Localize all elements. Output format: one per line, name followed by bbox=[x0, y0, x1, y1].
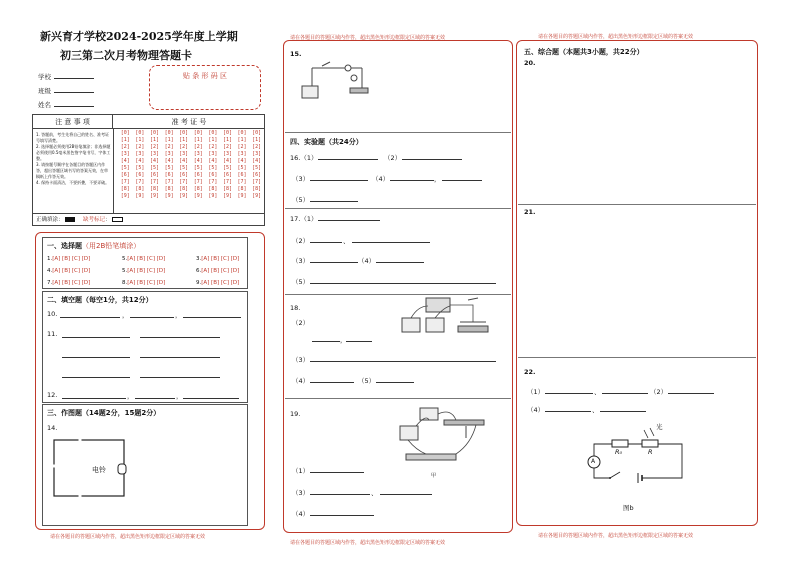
q10-sep2: ， bbox=[175, 311, 182, 319]
q17-part5: （5） bbox=[292, 278, 310, 286]
admission-digit-bubble[interactable]: [1] bbox=[208, 137, 218, 143]
admission-digit-bubble[interactable]: [4] bbox=[179, 158, 189, 164]
admission-digit-bubble[interactable]: [8] bbox=[149, 186, 159, 192]
q18-4-blank[interactable] bbox=[310, 382, 354, 383]
mcq-options[interactable]: [A] [B] [C] [D] bbox=[52, 268, 91, 274]
divider bbox=[285, 208, 511, 209]
admission-digit-bubble[interactable]: [7] bbox=[237, 179, 247, 185]
admission-digit-bubble[interactable]: [7] bbox=[164, 179, 174, 185]
field-school bbox=[38, 72, 51, 81]
mcq-options[interactable]: [A] [B] [C] [D] bbox=[201, 256, 240, 262]
section1-title-text: 一、选择题 bbox=[47, 242, 82, 250]
admission-digit-bubble[interactable]: [3] bbox=[120, 151, 130, 157]
exam-title-line1: 新兴育才学校2024-2025学年度上学期 bbox=[40, 30, 238, 43]
fill-example: 正确填涂： 缺考标记： bbox=[36, 215, 123, 223]
admission-digit-bubble[interactable]: [2] bbox=[179, 144, 189, 150]
q18-part4: （4） bbox=[292, 377, 310, 385]
q18-part5: （5） bbox=[358, 377, 376, 385]
q17-sep: 、 bbox=[343, 237, 350, 245]
section2-title: 二、填空题（每空1分，共12分） bbox=[47, 296, 153, 304]
mcq-options[interactable]: [A] [B] [C] [D] bbox=[201, 268, 240, 274]
q17-4-blank[interactable] bbox=[376, 262, 424, 263]
admission-digit-bubble[interactable]: [9] bbox=[252, 193, 262, 199]
q10-blank-1[interactable] bbox=[60, 317, 120, 318]
q19-3a-blank[interactable] bbox=[310, 494, 370, 495]
admission-digit-bubble[interactable]: [1] bbox=[179, 137, 189, 143]
q19-label: 19. bbox=[290, 410, 301, 418]
q22-sep2: 、 bbox=[592, 406, 599, 414]
q17-5-blank[interactable] bbox=[310, 283, 496, 284]
notice-rules bbox=[36, 132, 111, 186]
q19-sep: 、 bbox=[371, 489, 378, 497]
mcq-item[interactable] bbox=[122, 280, 165, 286]
q16-5-blank[interactable] bbox=[310, 201, 358, 202]
q22-circuit-diagram bbox=[582, 420, 692, 492]
q21-label: 21. bbox=[524, 208, 536, 216]
q10-sep: ， bbox=[122, 311, 129, 319]
q18-experiment-figure bbox=[398, 296, 498, 344]
barcode-area bbox=[149, 65, 261, 110]
admission-digit-bubble[interactable]: [1] bbox=[193, 137, 203, 143]
q20-label: 20. bbox=[524, 59, 536, 67]
admission-digit-bubble[interactable]: [0] bbox=[179, 130, 189, 136]
q12-blank-1[interactable] bbox=[62, 398, 126, 399]
admission-digit-bubble[interactable]: [3] bbox=[149, 151, 159, 157]
mcq-number: 3. bbox=[196, 256, 202, 262]
admission-digit-bubble[interactable]: [8] bbox=[237, 186, 247, 192]
q16-part1: （1） bbox=[300, 154, 318, 162]
admission-digit-bubble[interactable]: [3] bbox=[179, 151, 189, 157]
q18-sep: ， bbox=[340, 336, 347, 344]
admission-digit-bubble[interactable]: [4] bbox=[120, 158, 130, 164]
admission-digit-bubble[interactable]: [9] bbox=[135, 193, 145, 199]
r0-label: R₀ bbox=[615, 448, 623, 456]
q17-2b-blank[interactable] bbox=[352, 242, 430, 243]
section2-box bbox=[42, 291, 248, 403]
admission-digit-bubble[interactable]: [7] bbox=[179, 179, 189, 185]
mcq-item[interactable] bbox=[122, 256, 165, 262]
q18-part2: （2） bbox=[292, 319, 310, 327]
q19-experiment-figure bbox=[396, 404, 494, 466]
mcq-options[interactable]: [A] [B] [C] [D] bbox=[201, 280, 240, 286]
admission-digit-bubble[interactable]: [4] bbox=[208, 158, 218, 164]
q17-part1: （1） bbox=[300, 215, 318, 223]
admission-digit-bubble[interactable]: [7] bbox=[208, 179, 218, 185]
admission-digit-bubble[interactable]: [9] bbox=[120, 193, 130, 199]
mcq-item[interactable] bbox=[47, 268, 90, 274]
admission-digit-bubble[interactable]: [2] bbox=[135, 144, 145, 150]
admission-digit-bubble[interactable]: [2] bbox=[149, 144, 159, 150]
q19-1-blank[interactable] bbox=[310, 472, 364, 473]
admission-digit-bubble[interactable]: [3] bbox=[222, 151, 232, 157]
q19-3b-blank[interactable] bbox=[380, 494, 432, 495]
r-label: R bbox=[648, 448, 653, 456]
q17-3-blank[interactable] bbox=[310, 262, 358, 263]
q14-label: 14. bbox=[47, 424, 58, 432]
admission-digit-bubble[interactable]: [1] bbox=[120, 137, 130, 143]
section4-title: 四、实验题（共24分） bbox=[290, 138, 363, 146]
admission-digit-bubble[interactable]: [5] bbox=[164, 165, 174, 171]
admission-digit-bubble[interactable]: [3] bbox=[135, 151, 145, 157]
admission-digit-bubble[interactable]: [5] bbox=[179, 165, 189, 171]
q22-4a-blank[interactable] bbox=[545, 411, 591, 412]
q22-part4: （4） bbox=[527, 406, 545, 414]
admission-digit-bubble[interactable]: [6] bbox=[222, 172, 232, 178]
admission-digit-bubble[interactable]: [4] bbox=[222, 158, 232, 164]
q17-part2: （2） bbox=[292, 237, 310, 245]
field-school-line[interactable] bbox=[54, 78, 94, 79]
q22-1b-blank[interactable] bbox=[602, 393, 648, 394]
q17-part3: （3） bbox=[292, 257, 310, 265]
admission-digit-bubble[interactable]: [3] bbox=[164, 151, 174, 157]
mcq-item[interactable] bbox=[47, 280, 90, 286]
q19-part3: （3） bbox=[292, 489, 310, 497]
admission-digit-bubble[interactable]: [7] bbox=[149, 179, 159, 185]
admission-digit-table bbox=[118, 130, 264, 200]
q16-4a-blank[interactable] bbox=[390, 180, 434, 181]
admission-digit-bubble[interactable]: [2] bbox=[193, 144, 203, 150]
q17-1-blank[interactable] bbox=[318, 220, 380, 221]
bell-label: 电铃 bbox=[92, 466, 106, 474]
q22-part1: （1） bbox=[527, 388, 545, 396]
admission-digit-bubble[interactable]: [6] bbox=[135, 172, 145, 178]
q19-fig-label: 甲 bbox=[431, 473, 437, 479]
admission-digit-bubble[interactable]: [8] bbox=[179, 186, 189, 192]
admission-digit-bubble[interactable]: [8] bbox=[222, 186, 232, 192]
col3-bottom-notice: 请在各题目的答题区域内作答，超出黑色矩形边框限定区域的答案无效 bbox=[538, 533, 694, 539]
mcq-number: 5. bbox=[122, 268, 128, 274]
admission-digit-bubble[interactable]: [8] bbox=[164, 186, 174, 192]
notice-box-header-left: 注 意 事 项 bbox=[33, 115, 113, 129]
admission-digit-bubble[interactable]: [6] bbox=[237, 172, 247, 178]
admission-digit-bubble[interactable]: [1] bbox=[252, 137, 262, 143]
field-name-line[interactable] bbox=[54, 106, 94, 107]
mcq-number: 8. bbox=[122, 280, 128, 286]
q11-label: 11. bbox=[47, 330, 58, 338]
admission-digit-bubble[interactable]: [1] bbox=[149, 137, 159, 143]
admission-digit-bubble[interactable]: [2] bbox=[252, 144, 262, 150]
admission-digit-bubble[interactable]: [9] bbox=[237, 193, 247, 199]
admission-digit-bubble[interactable]: [5] bbox=[193, 165, 203, 171]
admission-digit-bubble[interactable]: [7] bbox=[252, 179, 262, 185]
divider bbox=[285, 398, 511, 399]
notice-rule: 2. 选择题必须使用2B铅笔填涂；非选择题必须使用0.5毫米黑色签字笔书写，字体工整。 bbox=[36, 144, 111, 161]
mcq-item[interactable] bbox=[196, 268, 239, 274]
admission-digit-bubble[interactable]: [9] bbox=[179, 193, 189, 199]
admission-digit-bubble[interactable]: [5] bbox=[135, 165, 145, 171]
q22-4b-blank[interactable] bbox=[600, 411, 646, 412]
admission-digit-bubble[interactable]: [3] bbox=[208, 151, 218, 157]
q11-blank-1[interactable] bbox=[62, 337, 130, 338]
admission-digit-bubble[interactable]: [9] bbox=[149, 193, 159, 199]
admission-digit-bubble[interactable]: [4] bbox=[193, 158, 203, 164]
admission-digit-bubble[interactable]: [8] bbox=[252, 186, 262, 192]
q12-label: 12. bbox=[47, 391, 58, 399]
q18-2b-blank[interactable] bbox=[346, 341, 372, 342]
admission-digit-bubble[interactable]: [4] bbox=[252, 158, 262, 164]
q16-part3: （3） bbox=[292, 175, 310, 183]
barcode-label: 贴 条 形 码 区 bbox=[183, 72, 227, 80]
admission-digit-bubble[interactable]: [6] bbox=[193, 172, 203, 178]
admission-digit-bubble[interactable]: [6] bbox=[252, 172, 262, 178]
q16-part5: （5） bbox=[292, 196, 310, 204]
q17-part4: （4） bbox=[358, 257, 376, 265]
admission-digit-bubble[interactable]: [1] bbox=[237, 137, 247, 143]
field-school-label: 学校 bbox=[38, 73, 51, 81]
col3-top-notice: 请在各题目的答题区域内作答，超出黑色矩形边框限定区域的答案无效 bbox=[538, 34, 694, 40]
mcq-item[interactable] bbox=[196, 256, 239, 262]
q19-part4: （4） bbox=[292, 510, 310, 518]
q17-label bbox=[290, 214, 317, 223]
admission-digit-bubble[interactable]: [0] bbox=[164, 130, 174, 136]
q16-part4: （4） bbox=[372, 175, 390, 183]
admission-digit-bubble[interactable]: [8] bbox=[120, 186, 130, 192]
admission-digit-bubble[interactable]: [0] bbox=[120, 130, 130, 136]
admission-digit-bubble[interactable]: [4] bbox=[135, 158, 145, 164]
figure-b-caption: 图b bbox=[623, 504, 634, 512]
q19-part1: （1） bbox=[292, 467, 310, 475]
admission-digit-bubble[interactable]: [2] bbox=[237, 144, 247, 150]
admission-digit-bubble[interactable]: [2] bbox=[120, 144, 130, 150]
mcq-item[interactable] bbox=[47, 256, 90, 262]
notice-rule: 3. 请按题号顺序在各题目的答题区内作答，超出答题区域书写的答案无效，在草稿纸上作答无效。 bbox=[36, 162, 108, 179]
q12-blank-3[interactable] bbox=[183, 398, 239, 399]
q18-3-blank[interactable] bbox=[310, 361, 496, 362]
q12-sep2: ， bbox=[176, 392, 183, 400]
mcq-options[interactable]: [A] [B] [C] [D] bbox=[52, 280, 91, 286]
admission-digit-bubble[interactable]: [5] bbox=[149, 165, 159, 171]
divider bbox=[285, 294, 511, 295]
admission-digit-bubble[interactable]: [1] bbox=[222, 137, 232, 143]
q11-blank-6[interactable] bbox=[140, 377, 220, 378]
admission-digit-bubble[interactable]: [5] bbox=[208, 165, 218, 171]
ammeter-label: A bbox=[591, 458, 596, 465]
q22-2-blank[interactable] bbox=[668, 393, 714, 394]
admission-digit-bubble[interactable]: [5] bbox=[252, 165, 262, 171]
q16-3-blank[interactable] bbox=[310, 180, 368, 181]
admission-digit-bubble[interactable]: [9] bbox=[222, 193, 232, 199]
q18-2a-blank[interactable] bbox=[312, 341, 340, 342]
field-class bbox=[38, 86, 51, 95]
q18-part3: （3） bbox=[292, 356, 310, 364]
q15-label: 15. bbox=[290, 50, 302, 58]
section5-title: 五、综合题（本题共3小题，共22分） bbox=[524, 48, 644, 56]
section3-title: 三、作图题（14题2分，15题2分） bbox=[47, 409, 161, 417]
q18-5-blank[interactable] bbox=[376, 382, 414, 383]
mcq-item[interactable] bbox=[122, 268, 165, 274]
q10-blank-2[interactable] bbox=[130, 317, 174, 318]
q16-part2: （2） bbox=[384, 154, 402, 162]
notice-rule: 1. 答题前，考生先将自己的姓名、准考证号填写清楚。 bbox=[36, 132, 110, 143]
mcq-options[interactable]: [A] [B] [C] [D] bbox=[127, 256, 166, 262]
q10-label: 10. bbox=[47, 310, 58, 318]
admission-digit-bubble[interactable]: [7] bbox=[193, 179, 203, 185]
mcq-number: 9. bbox=[196, 280, 202, 286]
field-class-label: 班级 bbox=[38, 87, 51, 95]
q16-label bbox=[290, 153, 317, 162]
admission-digit-bubble[interactable]: [5] bbox=[222, 165, 232, 171]
q18-label: 18. bbox=[290, 304, 301, 312]
admission-digit-bubble[interactable]: [0] bbox=[237, 130, 247, 136]
admission-digit-bubble[interactable]: [2] bbox=[164, 144, 174, 150]
q17-2a-blank[interactable] bbox=[310, 242, 342, 243]
field-class-line[interactable] bbox=[54, 92, 94, 93]
mcq-options[interactable]: [A] [B] [C] [D] bbox=[52, 256, 91, 262]
mcq-options[interactable]: [A] [B] [C] [D] bbox=[127, 268, 166, 274]
admission-digit-bubble[interactable]: [5] bbox=[120, 165, 130, 171]
mcq-number: 6. bbox=[196, 268, 202, 274]
q17-number: 17. bbox=[290, 215, 301, 223]
divider bbox=[518, 357, 756, 358]
missing-mark-box[interactable] bbox=[112, 217, 123, 222]
admission-digit-bubble[interactable]: [1] bbox=[164, 137, 174, 143]
mcq-item[interactable] bbox=[196, 280, 239, 286]
col1-bottom-notice: 请在各题目的答题区域内作答，超出黑色矩形边框限定区域的答案无效 bbox=[50, 534, 206, 540]
col2-top-notice: 请在各题目的答题区域内作答，超出黑色矩形边框限定区域的答案无效 bbox=[290, 35, 446, 41]
missing-mark-label: 缺考标记 bbox=[83, 217, 106, 223]
section1-hint: （用2B铅笔填涂） bbox=[82, 242, 141, 250]
q16-1-blank[interactable] bbox=[318, 159, 378, 160]
field-name bbox=[38, 100, 51, 109]
admission-digit-bubble[interactable]: [8] bbox=[193, 186, 203, 192]
q11-blank-2[interactable] bbox=[140, 337, 220, 338]
admission-digit-bubble[interactable]: [6] bbox=[120, 172, 130, 178]
admission-digit-bubble[interactable]: [7] bbox=[120, 179, 130, 185]
col2-bottom-notice: 请在各题目的答题区域内作答，超出黑色矩形边框限定区域的答案无效 bbox=[290, 540, 446, 546]
light-label: 光 bbox=[656, 423, 663, 431]
q12-sep: ， bbox=[127, 392, 134, 400]
admission-number-grid[interactable] bbox=[118, 130, 264, 212]
divider bbox=[518, 204, 756, 205]
fill-example-label: 正确填涂 bbox=[36, 217, 59, 223]
section1-title bbox=[47, 241, 140, 251]
admission-digit-bubble[interactable]: [2] bbox=[208, 144, 218, 150]
mcq-number: 5. bbox=[122, 256, 128, 262]
q16-sep: ， bbox=[434, 175, 441, 183]
q16-number: 16. bbox=[290, 154, 301, 162]
admission-digit-bubble[interactable]: [0] bbox=[252, 130, 262, 136]
q10-blank-3[interactable] bbox=[183, 317, 241, 318]
admission-digit-bubble[interactable]: [6] bbox=[179, 172, 189, 178]
field-name-label: 姓名 bbox=[38, 101, 51, 109]
q11-blank-5[interactable] bbox=[62, 377, 130, 378]
notice-box-header-right: 准 考 证 号 bbox=[113, 115, 265, 129]
divider bbox=[285, 132, 511, 133]
q16-4b-blank[interactable] bbox=[442, 180, 482, 181]
admission-digit-bubble[interactable]: [0] bbox=[135, 130, 145, 136]
admission-digit-bubble[interactable]: [0] bbox=[193, 130, 203, 136]
admission-digit-bubble[interactable]: [6] bbox=[149, 172, 159, 178]
admission-digit-bubble[interactable]: [0] bbox=[149, 130, 159, 136]
admission-digit-bubble[interactable]: [8] bbox=[208, 186, 218, 192]
q11-blank-4[interactable] bbox=[140, 357, 220, 358]
q15-circuit-figure bbox=[292, 58, 372, 102]
q22-part2: （2） bbox=[650, 388, 668, 396]
admission-digit-bubble[interactable]: [4] bbox=[237, 158, 247, 164]
mcq-number: 1. bbox=[47, 256, 53, 262]
q22-1a-blank[interactable] bbox=[545, 393, 593, 394]
admission-digit-bubble[interactable]: [9] bbox=[164, 193, 174, 199]
q12-blank-2[interactable] bbox=[135, 398, 175, 399]
admission-digit-bubble[interactable]: [5] bbox=[237, 165, 247, 171]
mcq-number: 7. bbox=[47, 280, 53, 286]
admission-digit-bubble[interactable]: [3] bbox=[193, 151, 203, 157]
admission-digit-bubble[interactable]: [4] bbox=[164, 158, 174, 164]
q11-blank-3[interactable] bbox=[62, 357, 130, 358]
q22-label: 22. bbox=[524, 368, 536, 376]
exam-title-line2: 初三第二次月考物理答题卡 bbox=[60, 49, 192, 62]
admission-digit-bubble[interactable]: [6] bbox=[164, 172, 174, 178]
notice-rule: 4. 保持卡面清洁，不要折叠，不要弄破。 bbox=[36, 180, 110, 185]
admission-digit-bubble[interactable]: [0] bbox=[222, 130, 232, 136]
admission-digit-bubble[interactable]: [6] bbox=[208, 172, 218, 178]
mcq-options[interactable]: [A] [B] [C] [D] bbox=[127, 280, 166, 286]
admission-digit-bubble[interactable]: [9] bbox=[208, 193, 218, 199]
admission-digit-bubble[interactable]: [0] bbox=[208, 130, 218, 136]
admission-digit-bubble[interactable]: [4] bbox=[149, 158, 159, 164]
admission-digit-bubble[interactable]: [8] bbox=[135, 186, 145, 192]
admission-digit-bubble[interactable]: [7] bbox=[135, 179, 145, 185]
q19-4-blank[interactable] bbox=[310, 515, 374, 516]
mcq-number: 4. bbox=[47, 268, 53, 274]
admission-digit-bubble[interactable]: [1] bbox=[135, 137, 145, 143]
admission-digit-bubble[interactable]: [7] bbox=[222, 179, 232, 185]
admission-digit-bubble[interactable]: [3] bbox=[252, 151, 262, 157]
q22-sep: 、 bbox=[594, 388, 601, 396]
q16-2-blank[interactable] bbox=[402, 159, 462, 160]
admission-digit-bubble[interactable]: [9] bbox=[193, 193, 203, 199]
filled-mark-icon bbox=[65, 217, 75, 222]
admission-digit-bubble[interactable]: [2] bbox=[222, 144, 232, 150]
admission-digit-bubble[interactable]: [3] bbox=[237, 151, 247, 157]
